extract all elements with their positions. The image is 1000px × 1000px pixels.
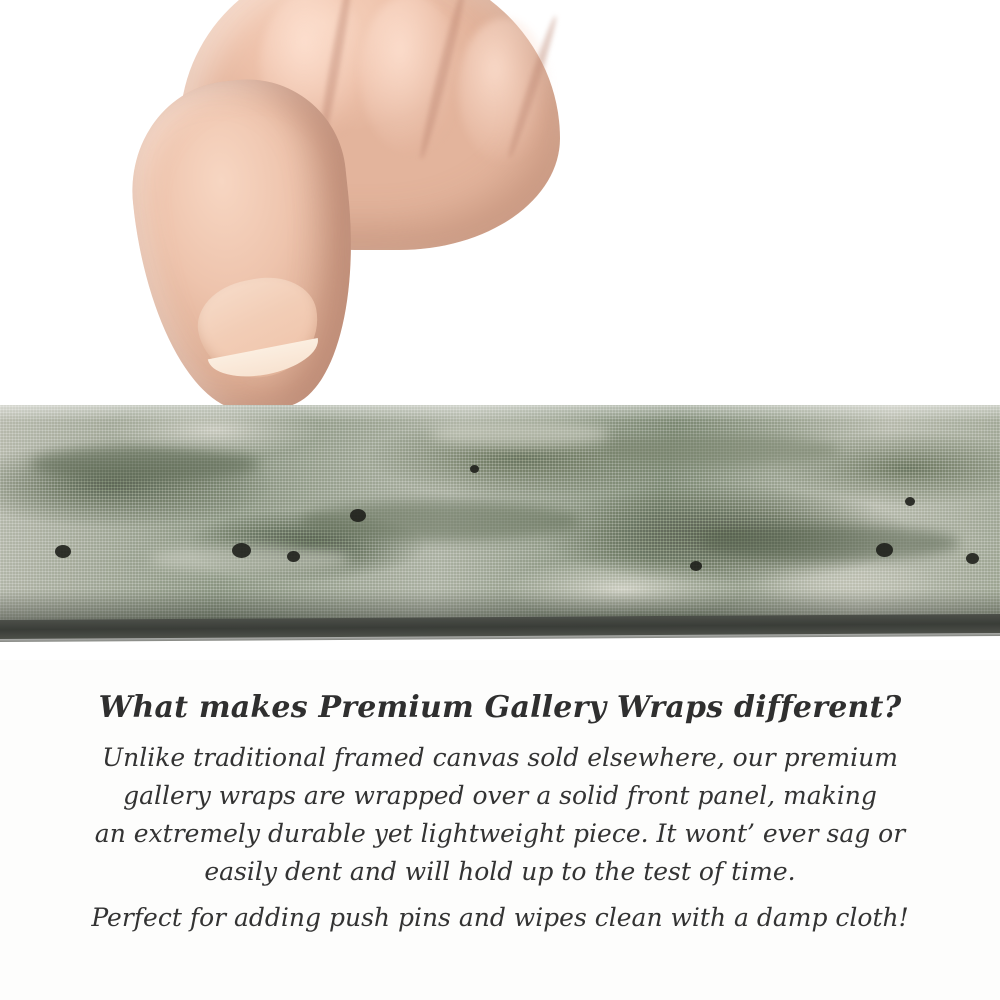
print-speck (876, 543, 893, 557)
print-streak (430, 421, 610, 447)
print-streak (30, 447, 260, 481)
print-streak (600, 435, 840, 465)
canvas-top-highlight (0, 405, 1000, 421)
caption-closing: Perfect for adding push pins and wipes clean with a damp cloth! (91, 903, 909, 932)
print-speck (287, 551, 300, 562)
print-speck (905, 497, 915, 506)
caption-block (0, 690, 1000, 937)
caption-line-2: gallery wraps are wrapped over a solid front panel, making (123, 781, 877, 810)
canvas-wrap-edge (0, 405, 1000, 620)
print-speck (470, 465, 479, 473)
print-speck (232, 543, 251, 558)
hand-pressing-canvas (120, 0, 570, 430)
print-speck (350, 509, 366, 522)
print-speck (966, 553, 979, 564)
print-speck (690, 561, 702, 571)
caption-title: What makes Premium Gallery Wraps different? (98, 690, 902, 725)
print-speck (55, 545, 71, 558)
print-streak (700, 525, 960, 561)
caption-line-4: easily dent and will hold up to the test of time. (204, 857, 796, 886)
caption-line-1: Unlike traditional framed canvas sold elsewhere, our premium (102, 743, 898, 772)
knuckle-highlight (458, 18, 550, 163)
caption-line-3: an extremely durable yet lightweight piece. It wont’ ever sag or (94, 819, 906, 848)
print-streak (300, 501, 580, 541)
